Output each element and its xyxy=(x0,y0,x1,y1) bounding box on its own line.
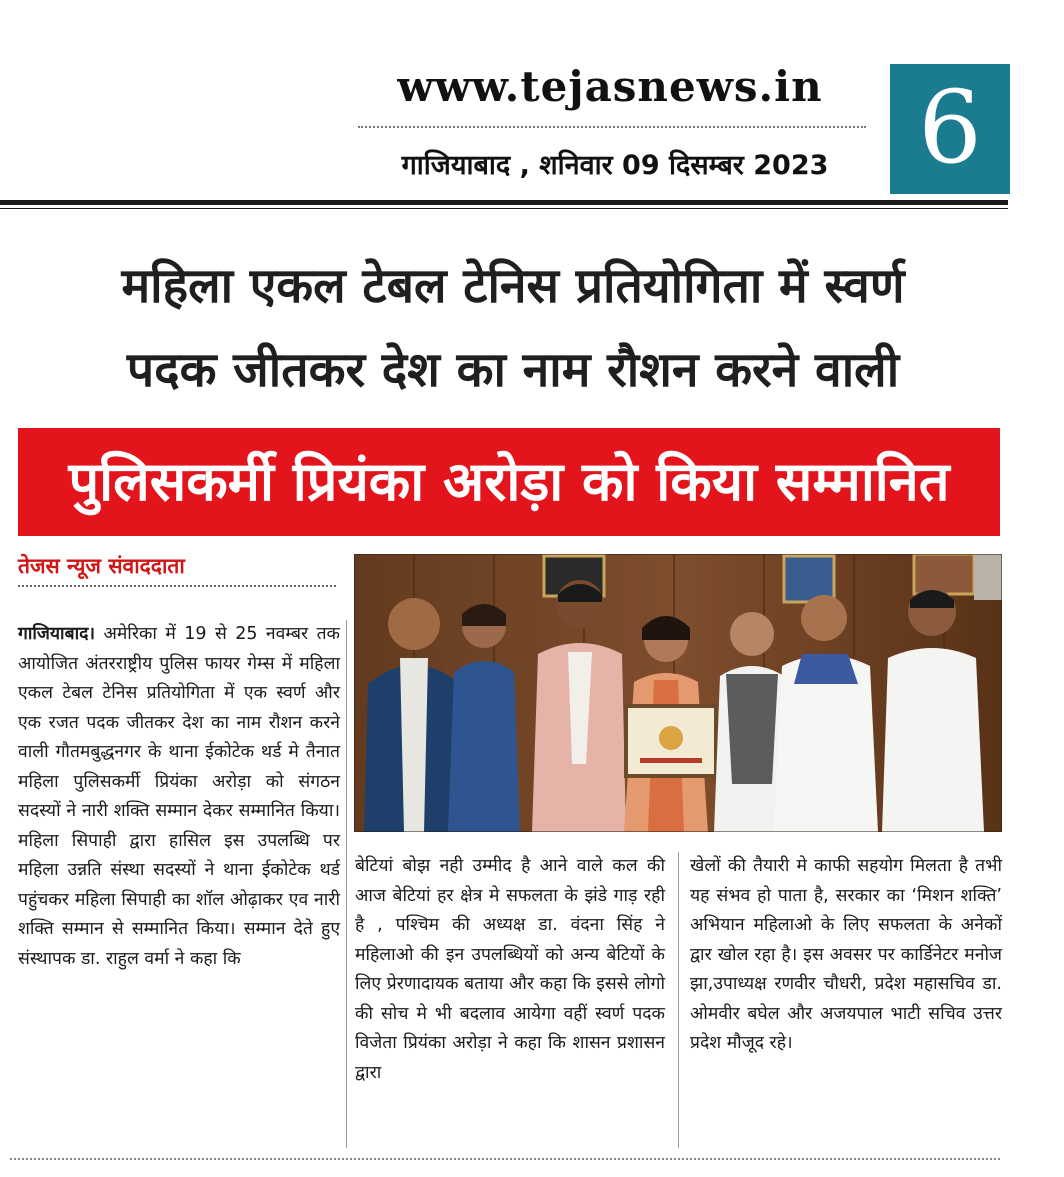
byline: तेजस न्यूज संवाददाता xyxy=(18,554,185,578)
header-rule xyxy=(0,200,1008,205)
article-dateline: गाजियाबाद। xyxy=(18,624,96,644)
article-column-1 xyxy=(18,620,340,974)
article-column-2: बेटियां बोझ नही उम्मीद है आने वाले कल की आज बेटियां हर क्षेत्र मे सफलता के झंडे गाड़ रही है , पश्चिम की अध्यक्ष डा. वंदना सिंह ने महिलाओ की इन उपलब्धियों को अन्य बेटियों के लिए प्रेरणादायक बताया और कहा कि इससे लोगो की सोच मे भी बदलाव आयेगा वहीं स्वर्ण पदक विजेता प्रियंका अरोड़ा ने कहा कि शासन प्रशासन द्वारा xyxy=(355,856,665,1083)
masthead-divider xyxy=(358,126,866,128)
masthead-dateline: गाजियाबाद , शनिवार 09 दिसम्बर 2023 xyxy=(401,150,829,181)
headline-banner: पुलिसकर्मी प्रियंका अरोड़ा को किया सम्मानित xyxy=(18,428,1000,536)
headline-line-1: महिला एकल टेबल टेनिस प्रतियोगिता में स्वर्ण xyxy=(121,258,905,314)
column-divider xyxy=(346,620,347,1148)
article-column-3: खेलों की तैयारी मे काफी सहयोग मिलता है तभी यह संभव हो पाता है, सरकार का ‘मिशन शक्ति’ अभियान महिलाओ के लिए सफलता के अनेकों द्वार खोल रहा है। इस अवसर पर कार्डिनेटर मनोज झा,उपाध्यक्ष रणवीर चौधरी, प्रदेश महासचिव डा. ओमवीर बघेल और अजयपाल भाटी सचिव उत्तर प्रदेश मौजूद रहे। xyxy=(690,856,1002,1053)
page-number-box: 6 xyxy=(890,64,1010,194)
photo-illustration xyxy=(354,554,1002,832)
masthead-website: www.tejasnews.in xyxy=(397,62,823,111)
headline-line-2: पदक जीतकर देश का नाम रौशन करने वाली xyxy=(126,342,900,398)
byline-divider xyxy=(18,585,336,587)
award-ceremony-photo xyxy=(354,554,1002,832)
header-rule-thin xyxy=(0,208,1008,209)
column-1-text: अमेरिका में 19 से 25 नवम्बर तक आयोजित अंतरराष्ट्रीय पुलिस फायर गेम्स में महिला एकल टेबल टेनिस प्रतियोगिता में एक स्वर्ण और एक रजत पदक जीतकर देश का नाम रौशन करने वाली गौतमबुद्धनगर के थाना ईकोटेक थर्ड मे तैनात महिला पुलिसकर्मी प्रियंका अरोड़ा को संगठन सदस्यों ने नारी शक्ति सम्मान देकर सम्मानित किया। महिला सिपाही द्वारा हासिल इस उपलब्धि पर महिला उन्नति संस्था सदस्यों ने थाना ईकोटेक थर्ड पहुंचकर महिला सिपाही का शॉल ओढ़ाकर एव नारी शक्ति सम्मान से सम्मानित किया। सम्मान देते हुए संस्थापक डा. राहुल वर्मा ने कहा कि xyxy=(18,624,340,969)
page-bottom-divider xyxy=(10,1158,1000,1160)
headline xyxy=(18,244,1008,412)
column-divider xyxy=(678,852,679,1148)
